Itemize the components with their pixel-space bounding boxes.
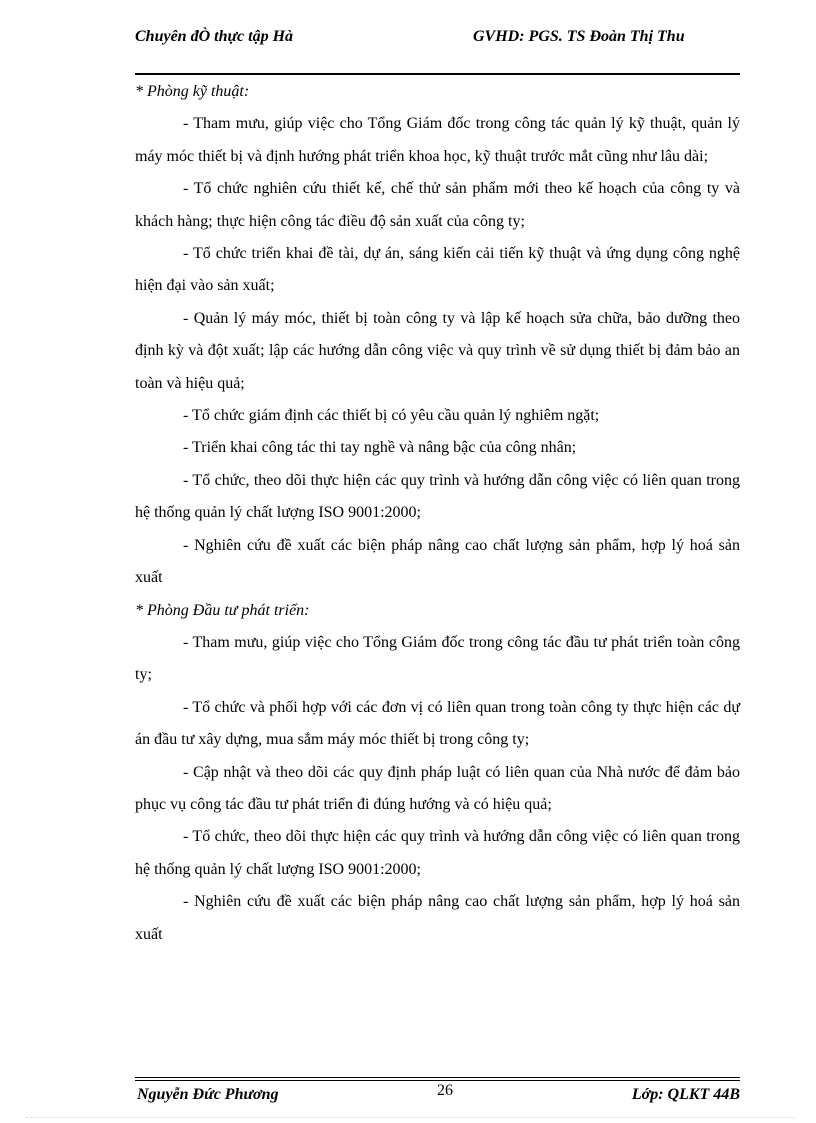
list-item: - Tổ chức triển khai đề tài, dự án, sáng kiến cải tiến kỹ thuật và ứng dụng công nghệ hiện đại vào sản xuất; [135, 245, 740, 295]
page-number: 26 [437, 1082, 453, 1099]
list-item: - Tổ chức nghiên cứu thiết kế, chế thử sản phẩm mới theo kế hoạch của công ty và khách hàng; thực hiện công tác điều độ sản xuất của công ty; [135, 180, 740, 230]
list-item: - Quản lý máy móc, thiết bị toàn công ty và lập kế hoạch sửa chữa, bảo dưỡng theo định kỳ và đột xuất; lập các hướng dẫn công việc và quy trình về sử dụng thiết bị đảm bảo an toàn và hiệu quả; [135, 309, 740, 392]
section-title: * Phòng kỹ thuật: [135, 83, 250, 100]
list-item: - Tham mưu, giúp việc cho Tổng Giám đốc trong công tác đầu tư phát triển toàn công ty; [135, 633, 740, 684]
list-item: - Tổ chức, theo dõi thực hiện các quy trình và hướng dẫn công việc có liên quan trong hệ thống quản lý chất lượng ISO 9001:2000; [135, 828, 740, 878]
footer-rule [135, 1077, 740, 1078]
list-item: - Triển khai công tác thi tay nghề và nâng bậc của công nhân; [183, 439, 577, 457]
list-item: - Tổ chức và phối hợp với các đơn vị có liên quan trong toàn công ty thực hiện các dự án đầu tư xây dựng, mua sắm máy móc thiết bị trong công ty; [135, 698, 740, 749]
page-edge-divider [26, 1117, 796, 1118]
section-title: * Phòng Đầu tư phát triển: [135, 601, 310, 619]
footer-class: Lớp: QLKT 44B [631, 1086, 740, 1103]
header-right-supervisor: GVHD: PGS. TS Đoàn Thị Thu [473, 28, 685, 45]
header-rule [135, 73, 740, 75]
list-item: - Tổ chức giám định các thiết bị có yêu cầu quản lý nghiêm ngặt; [183, 407, 600, 425]
list-item: - Tổ chức, theo dõi thực hiện các quy trình và hướng dẫn công việc có liên quan trong hệ thống quản lý chất lượng ISO 9001:2000; [135, 471, 740, 522]
document-body [135, 76, 740, 951]
list-item: - Nghiên cứu đề xuất các biện pháp nâng cao chất lượng sản phẩm, hợp lý hoá sản xuất [135, 536, 740, 587]
footer-author: Nguyễn Đức Phương [137, 1086, 279, 1103]
list-item: - Tham mưu, giúp việc cho Tổng Giám đốc trong công tác quản lý kỹ thuật, quản lý máy móc thiết bị và định hướng phát triển khoa học, kỹ thuật trước mắt cũng như lâu dài; [135, 115, 740, 165]
list-item: - Nghiên cứu đề xuất các biện pháp nâng cao chất lượng sản phẩm, hợp lý hoá sản xuất [135, 893, 740, 943]
page-header [135, 22, 740, 78]
header-left-title: Chuyên đÒ thực tập Hà [135, 28, 294, 45]
list-item: - Cập nhật và theo dõi các quy định pháp luật có liên quan của Nhà nước để đảm bảo phục vụ công tác đầu tư phát triển đi đúng hướng và có hiệu quả; [135, 763, 740, 813]
